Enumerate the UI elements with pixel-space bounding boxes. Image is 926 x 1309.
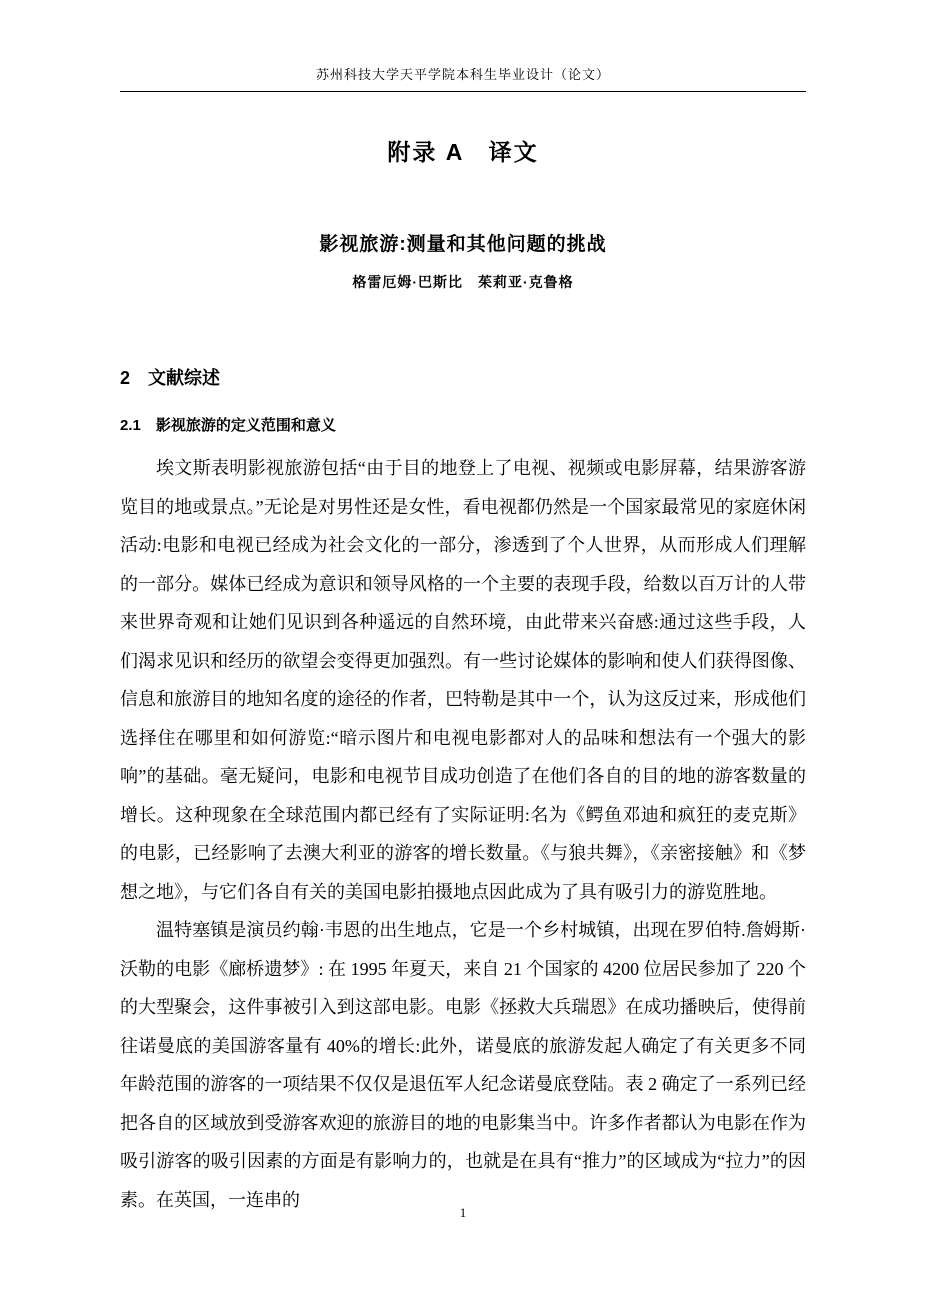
paragraph: 温特塞镇是演员约翰·韦恩的出生地点，它是一个乡村城镇，出现在罗伯特.詹姆斯·沃勒的电影《廊桥遗梦》: 在 1995 年夏天，来自 21 个国家的 4200 位居民参加了 220 个的大型聚会，这件事被引入到这部电影。电影《拯救大兵瑞恩》在成功播映后，使得前往诺曼底的美国游客量有 40%的增长:此外，诺曼底的旅游发起人确定了有关更多不同年龄范围的游客的一项结果不仅仅是退伍军人纪念诺曼底登陆。表 2 确定了一系列已经把各自的区域放到受游客欢迎的旅游目的地的电影集当中。许多作者都认为电影在作为吸引游客的吸引因素的方面是有影响力的，也就是在具有“推力”的区域成为“拉力”的因素。在英国，一连串的 [120,920,807,1210]
section-heading: 2 文献综述 [120,368,221,388]
paragraph: 埃文斯表明影视旅游包括“由于目的地登上了电视、视频或电影屏幕，结果游客游览目的地或景点。”无论是对男性还是女性，看电视都仍然是一个国家最常见的家庭休闲活动:电影和电视已经成为社会文化的一部分，渗透到了个人世界，从而形成人们理解的一部分。媒体已经成为意识和领导风格的一个主要的表现手段，给数以百万计的人带来世界奇观和让她们见识到各种遥远的自然环境，由此带来兴奋感:通过这些手段，人们渴求见识和经历的欲望会变得更加强烈。有一些讨论媒体的影响和使人们获得图像、信息和旅游目的地知名度的途径的作者，巴特勒是其中一个，认为这反过来，形成他们选择住在哪里和如何游览:“暗示图片和电视电影都对人的品味和想法有一个强大的影响”的基础。毫无疑问，电影和电视节目成功创造了在他们各自的目的地的游客数量的增长。这种现象在全球范围内都已经有了实际证明:名为《鳄鱼邓迪和疯狂的麦克斯》的电影，已经影响了去澳大利亚的游客的增长数量。《与狼共舞》，《亲密接触》和《梦想之地》，与它们各自有关的美国电影拍摄地点因此成为了具有吸引力的游览胜地。 [120,458,806,902]
page-number: 1 [459,1205,467,1220]
header-rule [120,91,806,92]
subsection-heading: 2.1 影视旅游的定义范围和意义 [120,417,336,434]
article-title: 影视旅游:测量和其他问题的挑战 [319,234,607,255]
page-header [120,0,806,92]
authors-line: 格雷厄姆·巴斯比 茱莉亚·克鲁格 [352,274,574,290]
appendix-title: 附录 A 译文 [387,139,539,165]
body-text [120,449,806,1219]
running-header-text: 苏州科技大学天平学院本科生毕业设计（论文） [315,67,610,82]
